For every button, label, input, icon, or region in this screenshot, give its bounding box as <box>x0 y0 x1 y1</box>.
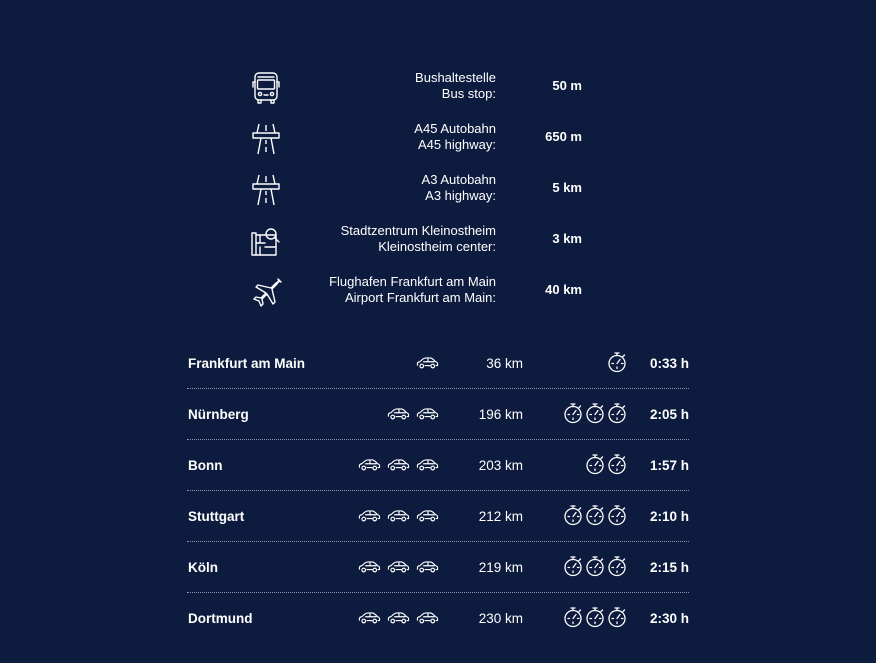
route-time: 2:10 h <box>649 509 689 524</box>
stopwatch-icon <box>607 351 627 373</box>
route-time: 2:15 h <box>649 560 689 575</box>
route-distance: 219 km <box>478 560 523 575</box>
car-icon <box>387 458 410 472</box>
car-icon <box>387 407 410 421</box>
poi-distance: 5 km <box>552 180 582 195</box>
stopwatch-icons <box>563 555 627 577</box>
poi-row-airport <box>246 270 586 321</box>
distance-table <box>187 338 689 643</box>
car-icons <box>358 611 439 627</box>
poi-list <box>246 66 586 321</box>
poi-label-de: Bushaltestelle <box>415 70 496 85</box>
route-distance: 203 km <box>478 458 523 473</box>
highway-icon <box>248 172 284 208</box>
route-row <box>187 440 689 491</box>
stopwatch-icon <box>607 402 627 424</box>
poi-label-en: A45 highway: <box>417 137 496 152</box>
poi-label-en: Airport Frankfurt am Main: <box>345 290 496 305</box>
bus-icon <box>248 70 284 106</box>
route-time: 0:33 h <box>649 356 689 371</box>
route-row <box>187 338 689 389</box>
car-icon <box>387 560 410 574</box>
route-time: 2:30 h <box>649 611 689 626</box>
route-city: Stuttgart <box>188 509 245 524</box>
stopwatch-icons <box>585 453 627 475</box>
route-city: Köln <box>188 560 218 575</box>
route-time: 1:57 h <box>649 458 689 473</box>
stopwatch-icon <box>585 555 605 577</box>
route-distance: 196 km <box>478 407 523 422</box>
poi-distance: 50 m <box>552 78 582 93</box>
poi-label-de: Stadtzentrum Kleinostheim <box>340 223 496 238</box>
stopwatch-icon <box>585 402 605 424</box>
stopwatch-icon <box>607 555 627 577</box>
city-map-icon <box>248 223 284 259</box>
poi-label-de: A45 Autobahn <box>414 121 496 136</box>
route-row <box>187 593 689 643</box>
route-city: Frankfurt am Main <box>188 356 306 371</box>
car-icons <box>416 356 439 372</box>
poi-label-en: A3 highway: <box>425 188 496 203</box>
route-row <box>187 389 689 440</box>
stopwatch-icons <box>563 402 627 424</box>
car-icon <box>416 611 439 625</box>
car-icons <box>387 407 439 423</box>
stopwatch-icon <box>607 453 627 475</box>
stopwatch-icon <box>563 555 583 577</box>
route-city: Dortmund <box>188 611 253 626</box>
poi-label-de: A3 Autobahn <box>421 172 496 187</box>
poi-distance: 3 km <box>552 231 582 246</box>
stopwatch-icon <box>607 606 627 628</box>
car-icon <box>416 407 439 421</box>
car-icon <box>416 356 439 370</box>
car-icon <box>387 509 410 523</box>
airplane-icon <box>248 274 284 310</box>
stopwatch-icons <box>563 504 627 526</box>
stopwatch-icons <box>563 606 627 628</box>
poi-distance: 40 km <box>545 282 582 297</box>
route-city: Nürnberg <box>188 407 249 422</box>
stopwatch-icon <box>607 504 627 526</box>
car-icon <box>358 560 381 574</box>
route-row <box>187 491 689 542</box>
poi-row-a45-highway <box>246 117 586 168</box>
poi-row-city-center <box>246 219 586 270</box>
car-icon <box>416 458 439 472</box>
car-icon <box>416 509 439 523</box>
route-distance: 36 km <box>486 356 523 371</box>
poi-label-en: Kleinostheim center: <box>378 239 496 254</box>
route-time: 2:05 h <box>649 407 689 422</box>
stopwatch-icon <box>585 606 605 628</box>
highway-icon <box>248 121 284 157</box>
car-icon <box>358 611 381 625</box>
stopwatch-icon <box>585 453 605 475</box>
poi-label-de: Flughafen Frankfurt am Main <box>329 274 496 289</box>
car-icons <box>358 509 439 525</box>
car-icons <box>358 458 439 474</box>
route-distance: 212 km <box>478 509 523 524</box>
car-icon <box>387 611 410 625</box>
car-icon <box>358 509 381 523</box>
car-icon <box>358 458 381 472</box>
poi-row-bus-stop <box>246 66 586 117</box>
poi-row-a3-highway <box>246 168 586 219</box>
stopwatch-icon <box>585 504 605 526</box>
poi-distance: 650 m <box>545 129 582 144</box>
stopwatch-icons <box>607 351 627 373</box>
stopwatch-icon <box>563 504 583 526</box>
stopwatch-icon <box>563 402 583 424</box>
car-icon <box>416 560 439 574</box>
route-distance: 230 km <box>478 611 523 626</box>
route-city: Bonn <box>188 458 223 473</box>
poi-label-en: Bus stop: <box>441 86 496 101</box>
stopwatch-icon <box>563 606 583 628</box>
route-row <box>187 542 689 593</box>
car-icons <box>358 560 439 576</box>
